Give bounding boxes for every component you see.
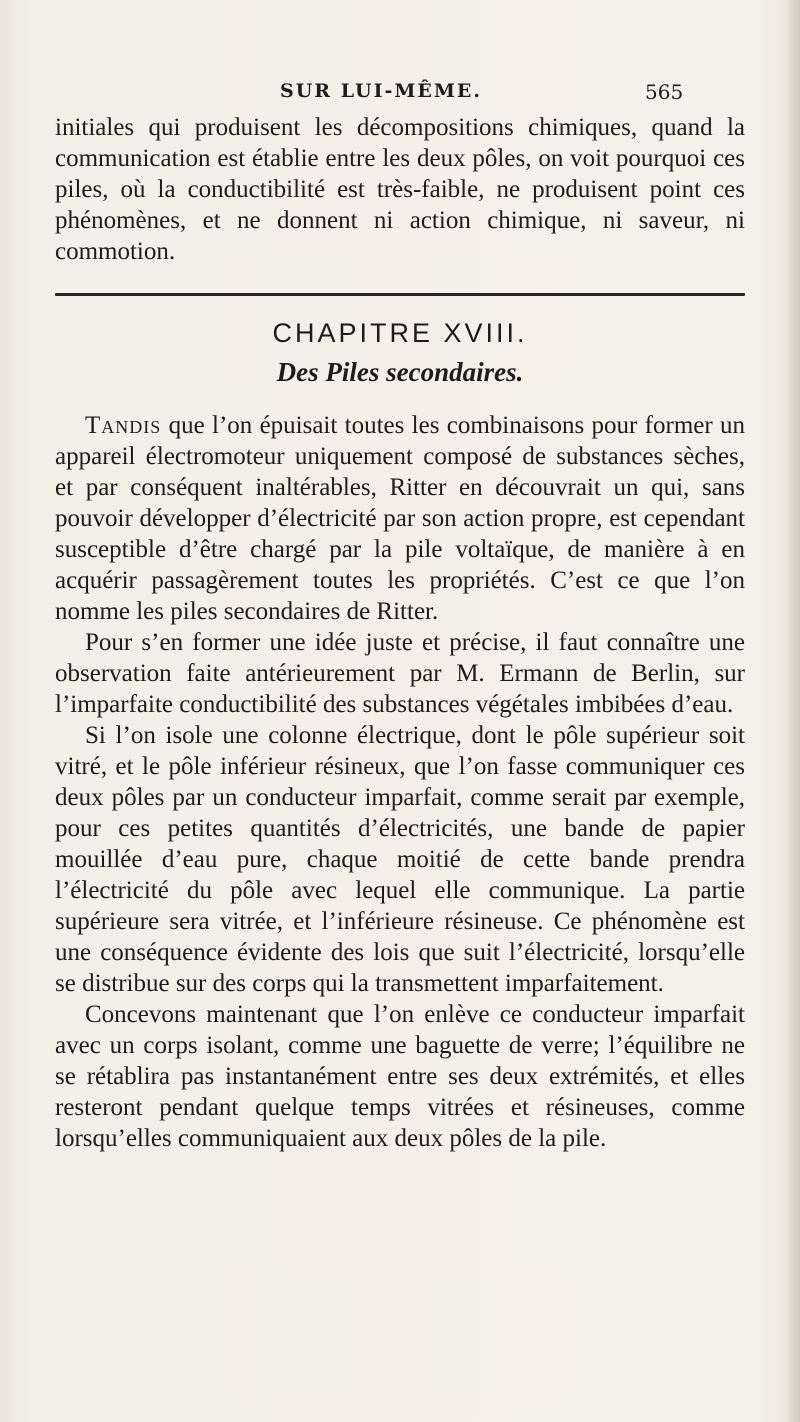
paragraph-2: Pour s’en former une idée juste et précise, il faut connaître une observation faite antérieurement par M. Ermann de Berlin, sur l’imparfaite conductibilité des substances végétales imbibées d’eau. — [55, 629, 745, 718]
paragraph-4: Concevons maintenant que l’on enlève ce conducteur imparfait avec un corps isolant, comme une baguette de verre; l’équilibre ne se rétablira pas instantanément entre ses deux extrémités, et elles resteront pendant quelque temps vitrées et résineuses, comme lorsqu’elles communiquaient aux deux pôles de la pile. — [55, 1001, 745, 1152]
paragraph-1 — [55, 410, 745, 627]
page-number: 565 — [645, 80, 684, 104]
paragraph-3: Si l’on isole une colonne électrique, dont le pôle supérieur soit vitré, et le pôle inférieur résineux, que l’on fasse communiquer ces deux pôles par un conducteur imparfait, comme serait par exemple, pour ces petites quantités d’électricités, une bande de papier mouillée d’eau pure, chaque moitié de cette bande prendra l’électricité du pôle avec lequel elle communique. La partie supérieure sera vitrée, et l’inférieure résineuse. Ce phénomène est une conséquence évidente des lois que suit l’électricité, lorsqu’elle se distribue sur des corps qui la transmettent imparfaitement. — [55, 722, 745, 997]
text-block — [55, 112, 745, 1154]
chapter-divider-rule — [55, 293, 745, 296]
running-head — [0, 80, 800, 110]
paragraph-continuation: initiales qui produisent les décompositions chimiques, quand la communication est établie entre les deux pôles, on voit pourquoi ces piles, où la conductibilité est très-faible, ne produisent point ces phénomènes, et ne donnent ni action chimique, ni saveur, ni commotion. — [55, 114, 745, 265]
chapter-title: CHAPITRE XVIII. — [272, 318, 528, 348]
running-title: SUR LUI-MÊME. — [280, 80, 483, 102]
page-edge-shadow — [786, 0, 800, 1422]
chapter-subtitle: Des Piles secondaires. — [276, 357, 524, 387]
paragraph-1-text: que l’on épuisait toutes les combinaisons pour former un appareil électromoteur uniquement composé de substances sèches, et par conséquent inaltérables, Ritter en découvrait un qui, sans pouvoir développer d’électricité par son action propre, est cependant susceptible d’être chargé par la pile voltaïque, de manière à en acquérir passagèrement toutes les propriétés. C’est ce que l’on nomme les piles secondaires de Ritter. — [55, 412, 745, 625]
paragraph-1-lead-word: Tandis — [85, 412, 162, 439]
